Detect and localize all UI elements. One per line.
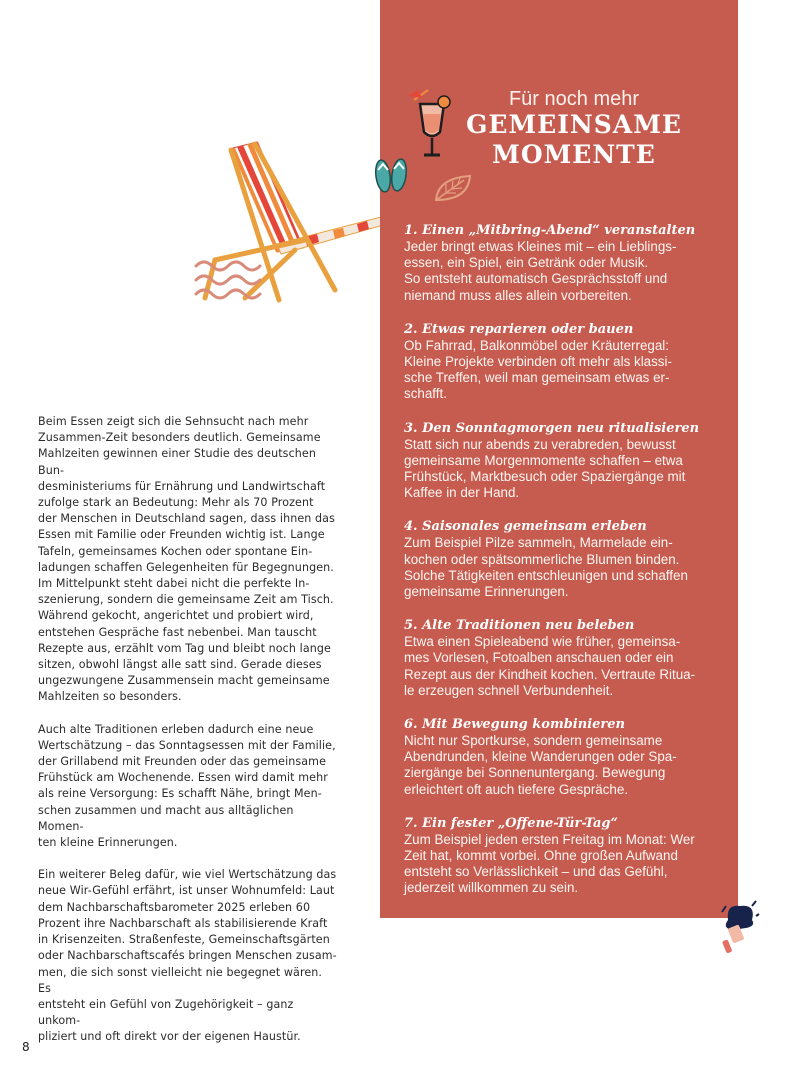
tip-title: 2. Etwas reparieren oder bauen [404,321,634,337]
tips-list [404,222,734,914]
tip-item [404,815,734,897]
tip-item [404,420,734,502]
leaf-icon [432,172,476,206]
article-paragraph: Beim Essen zeigt sich die Sehnsucht nach mehr Zusammen-Zeit besonders deutlich. Gemeinsame Mahlzeiten gewinnen einer Studie des deutschen Bun- desministeriums für Ernährung und Landwirtschaft zufolge stark an Bedeutung: Mehr als 70 Prozent der Menschen in Deutschland sagen, dass ihnen das Essen mit Familie oder Freunden wichtig ist. Lange Tafeln, gemeinsames Kochen oder spontane Ein- ladungen schaffen Gelegenheiten für Begegnungen. Im Mittelpunkt steht dabei nicht die perfekte In- szenierung, sondern die gemeinsame Zeit am Tisch. Während gekocht, angerichtet und probiert wird, entstehen Gespräche fast nebenbei. Man tauscht Rezepte aus, erzählt vom Tag und bleibt noch lange sitzen, obwohl längst alle satt sind. Gerade dieses ungezwungene Zusammensein macht gemeinsame Mahlzeiten so besonders. [38,415,335,704]
page-number: 8 [22,1040,30,1054]
tip-title: 5. Alte Traditionen neu beleben [404,618,635,634]
tip-title: 7. Ein fester „Offene-Tür-Tag“ [404,815,618,831]
panel-heading: GEMEINSAME MOMENTE [466,110,682,169]
cocktail-glass-icon [406,84,456,162]
article-paragraph: Auch alte Traditionen erleben dadurch eine neue Wertschätzung – das Sonntagsessen mit der Familie, der Grillabend mit Freunden oder das gemeinsame Frühstück am Wochenende. Essen wird damit mehr als reine Versorgung: Es schafft Nähe, bringt Men- schen zusammen und macht aus alltäglichen Momen- ten kleine Erinnerungen. [38,722,336,850]
tip-body: Zum Beispiel jeden ersten Freitag im Monat: Wer Zeit hat, kommt vorbei. Ohne großen Aufwand entsteht so Verlässlichkeit – und das Gefühl, jederzeit willkommen zu sein. [404,831,695,896]
tip-body: Jeder bringt etwas Kleines mit – ein Lieblings- essen, ein Spiel, ein Getränk oder Musik. So entsteht automatisch Gesprächsstoff und niemand muss alles allein vorbereiten. [404,239,677,303]
tip-body: Statt sich nur abends zu verabreden, bewusst gemeinsame Morgenmomente schaffen – etwa Frühstück, Marktbesuch oder Spaziergänge mit Kaffee in der Hand. [404,436,686,501]
tip-title: 4. Saisonales gemeinsam erleben [404,519,647,535]
tip-title: 6. Mit Bewegung kombinieren [404,717,625,733]
tip-item [404,716,734,798]
tip-body: Nicht nur Sportkurse, sondern gemeinsame Abendrunden, kleine Wanderungen oder Spa- ziergänge bei Sonnenuntergang. Bewegung erleichtert oft auch tiefere Gespräche. [404,733,677,797]
panel-kicker: Für noch mehr [508,88,640,110]
wave-lines-icon [192,256,264,304]
tip-title: 1. Einen „Mitbring-Abend“ veranstalten [404,223,696,238]
article-paragraph: Ein weiterer Beleg dafür, wie viel Wertschätzung das neue Wir-Gefühl erfährt, ist unser Wohnumfeld: Laut dem Nachbarschaftsbarometer 2025 erleben 60 Prozent ihre Nachbarschaft als stabilisierende Kraft in Krisenzeiten. Straßenfeste, Gemeinschaftsgärten oder Nachbarschaftscafés bringen Menschen zusam- men, die sich sonst vielleicht nie begegnet wären. Es entsteht ein Gefühl von Zugehörigkeit – ganz unkom- pliziert und oft direkt vor der eigenen Haustür. [38,868,337,1044]
article-body [38,414,338,1062]
tip-body: Etwa einen Spieleabend wie früher, gemeinsa- mes Vorlesen, Fotoalben anschauen oder ein Rezept aus der Kindheit kochen. Vertraute Ritua- le erzeugen schnell Verbundenheit. [404,634,696,698]
tip-body: Zum Beispiel Pilze sammeln, Marmelade ein- kochen oder spätsommerliche Blumen binden. Solche Tätigkeiten entschleunigen und schaffen gemeinsame Erinnerungen. [404,535,688,600]
tip-item [404,321,734,403]
tip-item [404,617,734,699]
ice-cream-icon [716,900,760,956]
tip-body: Ob Fahrrad, Balkonmöbel oder Kräuterregal: Kleine Projekte verbinden oft mehr als klassi- sche Treffen, weil man gemeinsam etwas er- schafft. [404,337,672,402]
tip-item [404,518,734,600]
flip-flops-icon [372,156,410,198]
tip-title: 3. Den Sonntagmorgen neu ritualisieren [404,420,700,436]
tip-item [404,222,734,304]
